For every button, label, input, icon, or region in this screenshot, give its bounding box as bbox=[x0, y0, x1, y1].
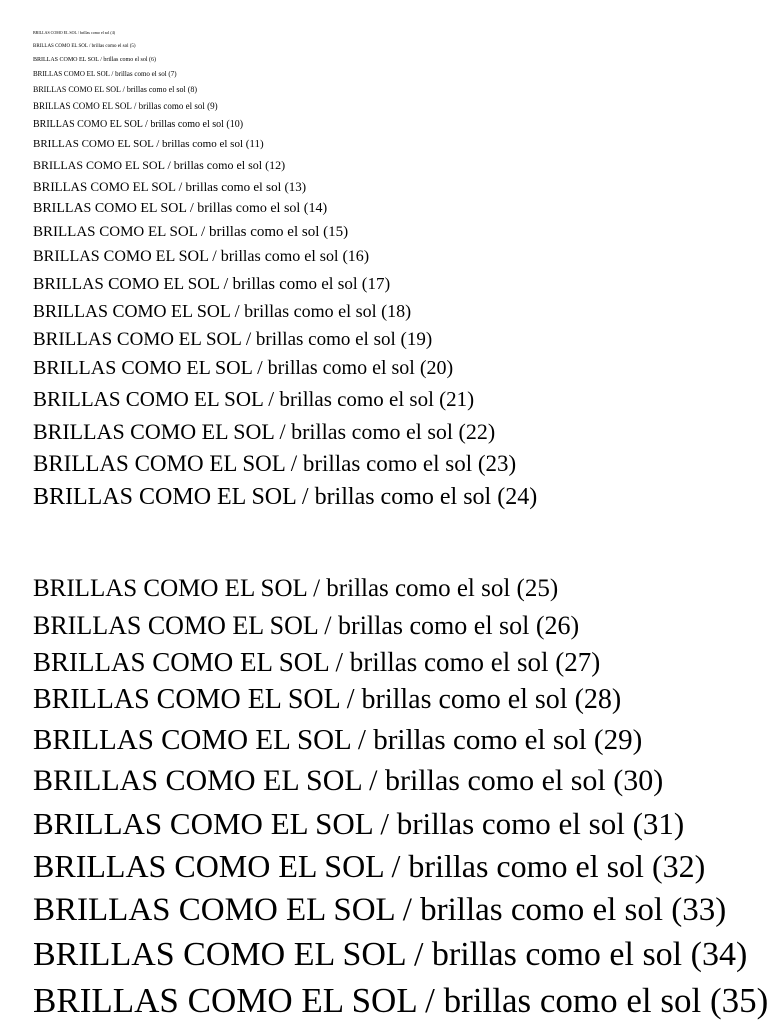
text-line: BRILLAS COMO EL SOL / brillas como el sol (10) bbox=[33, 119, 244, 130]
text-line: BRILLAS COMO EL SOL / brillas como el sol (29) bbox=[33, 724, 643, 756]
text-line: BRILLAS COMO EL SOL / brillas como el sol (15) bbox=[33, 224, 349, 240]
text-line: BRILLAS COMO EL SOL / brillas como el sol (28) bbox=[33, 684, 622, 715]
text-line: BRILLAS COMO EL SOL / brillas como el sol (13) bbox=[33, 179, 307, 194]
text-line: BRILLAS COMO EL SOL / brillas como el sol (19) bbox=[33, 329, 433, 350]
text-line: BRILLAS COMO EL SOL / brillas como el sol (24) bbox=[33, 484, 538, 510]
text-line: BRILLAS COMO EL SOL / brillas como el sol (7) bbox=[33, 70, 177, 78]
text-line: BRILLAS COMO EL SOL / brillas como el sol (4) bbox=[33, 30, 116, 35]
text-line: BRILLAS COMO EL SOL / brillas como el sol (9) bbox=[33, 101, 218, 111]
text-line: BRILLAS COMO EL SOL / brillas como el sol (17) bbox=[33, 274, 391, 293]
text-line: BRILLAS COMO EL SOL / brillas como el sol (8) bbox=[33, 85, 198, 94]
text-line: BRILLAS COMO EL SOL / brillas como el sol (23) bbox=[33, 451, 517, 476]
text-line: BRILLAS COMO EL SOL / brillas como el sol (5) bbox=[33, 44, 136, 49]
text-line: BRILLAS COMO EL SOL / brillas como el sol (16) bbox=[33, 248, 370, 265]
text-line: BRILLAS COMO EL SOL / brillas como el sol (20) bbox=[33, 357, 454, 379]
text-line: BRILLAS COMO EL SOL / brillas como el sol (6) bbox=[33, 57, 157, 63]
text-line: BRILLAS COMO EL SOL / brillas como el sol (34) bbox=[33, 936, 748, 973]
text-line: BRILLAS COMO EL SOL / brillas como el sol (18) bbox=[33, 301, 412, 321]
text-line: BRILLAS COMO EL SOL / brillas como el sol (25) bbox=[33, 575, 559, 602]
text-line: BRILLAS COMO EL SOL / brillas como el sol (12) bbox=[33, 158, 286, 172]
text-line: BRILLAS COMO EL SOL / brillas como el sol (11) bbox=[33, 138, 264, 150]
text-line: BRILLAS COMO EL SOL / brillas como el sol (22) bbox=[33, 419, 496, 444]
text-line: BRILLAS COMO EL SOL / brillas como el sol (32) bbox=[33, 848, 706, 884]
text-line: BRILLAS COMO EL SOL / brillas como el sol (21) bbox=[33, 387, 475, 411]
text-line: BRILLAS COMO EL SOL / brillas como el sol (30) bbox=[33, 764, 664, 797]
text-line: BRILLAS COMO EL SOL / brillas como el sol (26) bbox=[33, 611, 580, 640]
text-line: BRILLAS COMO EL SOL / brillas como el sol (27) bbox=[33, 647, 601, 677]
text-line: BRILLAS COMO EL SOL / brillas como el sol (33) bbox=[33, 892, 727, 928]
text-line: BRILLAS COMO EL SOL / brillas como el sol (14) bbox=[33, 201, 328, 216]
text-line: BRILLAS COMO EL SOL / brillas como el sol (31) bbox=[33, 806, 685, 841]
text-line: BRILLAS COMO EL SOL / brillas como el sol (35) bbox=[33, 981, 768, 1020]
